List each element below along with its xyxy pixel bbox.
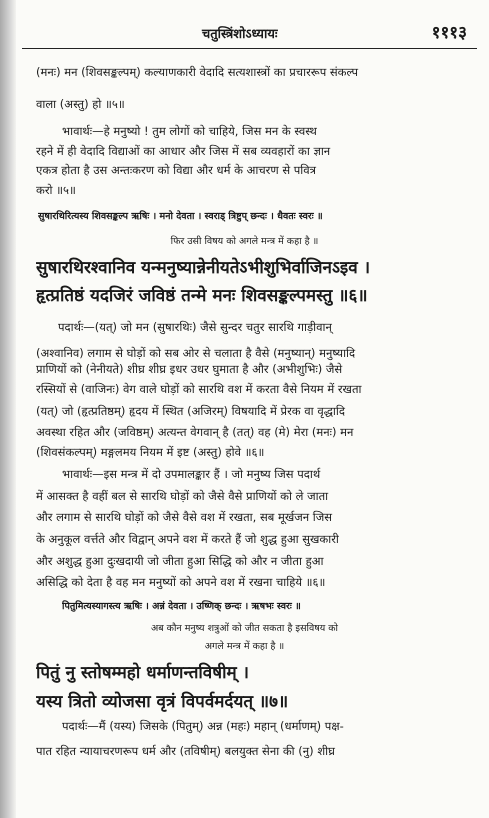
text-line: में आसक्त है वहीं बल से सारथि घोड़ों को जैसे वैसे प्राणियों को ले जाता	[36, 489, 329, 503]
text-line: (अश्वानिव) लगाम से घोड़ों को सब ओर से चलाता है वैसे (मनुष्यान्) मनुष्यादि	[36, 346, 356, 360]
mantra-line: पितुं नु स्तोषम्महो धर्माणन्तविषीम् ।	[36, 663, 250, 683]
rishi-devata-line: पितुमित्यस्यागस्त्य ऋषिः । अन्नं देवता । उष्णिक् छन्दः । ऋषभः स्वरः ॥	[62, 601, 301, 612]
subheading: फिर उसी विषय को अगले मन्त्र में कहा है ॥	[170, 236, 319, 247]
mantra-line: हृत्प्रतिष्ठं यदजिरं जविष्ठं तन्मे मनः शिवसङ्कल्पमस्तु ॥६॥	[36, 286, 368, 306]
text-line: अवस्था रहित और (जविष्ठम्) अत्यन्त वेगवान् है (तत्) वह (मे) मेरा (मनः) मन	[36, 425, 354, 439]
bhavartha-line: भावार्थः—इस मन्त्र में दो उपमालङ्कार हैं । जो मनुष्य जिस पदार्थ	[62, 467, 321, 481]
text-line: (यत्) जो (हृत्प्रतिष्ठम्) हृदय में स्थित (अजिरम्) विषयादि में प्रेरक वा वृद्धादि	[36, 404, 345, 418]
text-line: रस्सियों से (वाजिनः) वेग वाले घोड़ों को सारथि वश में करता वैसे नियम में रखता	[36, 382, 362, 396]
padartha-line: पदार्थः—(यत्) जो मन (सुषारथिः) जैसे सुन्दर चतुर सारथि गाड़ीवान्	[58, 320, 332, 334]
text-line: करो ॥५॥	[36, 183, 76, 197]
bhavartha-line: भावार्थः—हे मनुष्यो ! तुम लोगों को चाहिये, जिस मन के स्वस्थ	[62, 124, 317, 138]
subheading: अब कौन मनुष्य शत्रुओं को जीत सकता है इसविषय को	[150, 623, 339, 634]
page-number: १११३	[431, 23, 467, 43]
text-line: असिद्धि को देता है वह मन मनुष्यों को अपने वश में रखना चाहिये ॥६॥	[36, 575, 326, 589]
text-line: प्राणियों को (नेनीयते) शीघ्र शीघ्र इधर उधर घुमाता है और (अभीशुभिः) जैसे	[36, 362, 343, 376]
subheading: अगले मन्त्र में कहा है ॥	[204, 641, 285, 652]
padartha-line: पदार्थः—मैं (यस्य) जिसके (पितुम्) अन्न (महः) महान् (धर्माणम्) पक्ष-	[62, 719, 344, 733]
text-line: (शिवसंकल्पम्) मङ्गलमय नियम में इष्ट (अस्तु) होवे ॥६॥	[36, 445, 265, 459]
mantra-line: सुषारथिरश्वानिव यन्मनुष्यान्नेनीयतेऽभीशुभिर्वाजिनऽइव ।	[36, 258, 371, 278]
text-line: और लगाम से सारथि घोड़ों को जैसे वैसे वश में रखता, सब मूर्खजन जिस	[36, 510, 333, 524]
rishi-devata-line: सुषारथिरित्यस्य शिवसङ्कल्प ऋषिः । मनो देवता । स्वराड् त्रिष्टुप् छन्दः । धैवतः स्वरः ॥	[38, 211, 323, 222]
text-line: रहने में ही वेदादि विद्याओं का आधार और जिस में सब व्यवहारों का ज्ञान	[36, 144, 331, 158]
text-line: (मनः) मन (शिवसङ्कल्पम्) कल्याणकारी वेदादि सत्यशास्त्रों का प्रचाररूप संकल्प	[36, 65, 358, 79]
text-line: एकत्र होता है उस अन्तःकरण को विद्या और धर्म के आचरण से पवित्र	[36, 163, 317, 177]
mantra-line: यस्य त्रितो व्योजसा वृत्रं विपर्वमर्दयत् ॥७॥	[36, 692, 289, 712]
running-header	[22, 20, 477, 49]
chapter-title: चतुस्त्रिंशोऽध्यायः	[202, 27, 278, 42]
text-line: पात रहित न्यायाचरणरूप धर्म और (तविषीम्) बलयुक्त सेना की (नु) शीघ्र	[36, 744, 335, 758]
text-line: के अनुकूल वर्त्तते और विद्वान् अपने वश में करते हैं जो शुद्ध हुआ सुखकारी	[36, 532, 339, 546]
text-line: वाला (अस्तु) हो ॥५॥	[36, 97, 125, 111]
page-gutter-shadow	[0, 0, 16, 818]
text-line: और अशुद्ध हुआ दुःखदायी जो जीता हुआ सिद्धि को और न जीता हुआ	[36, 554, 324, 568]
